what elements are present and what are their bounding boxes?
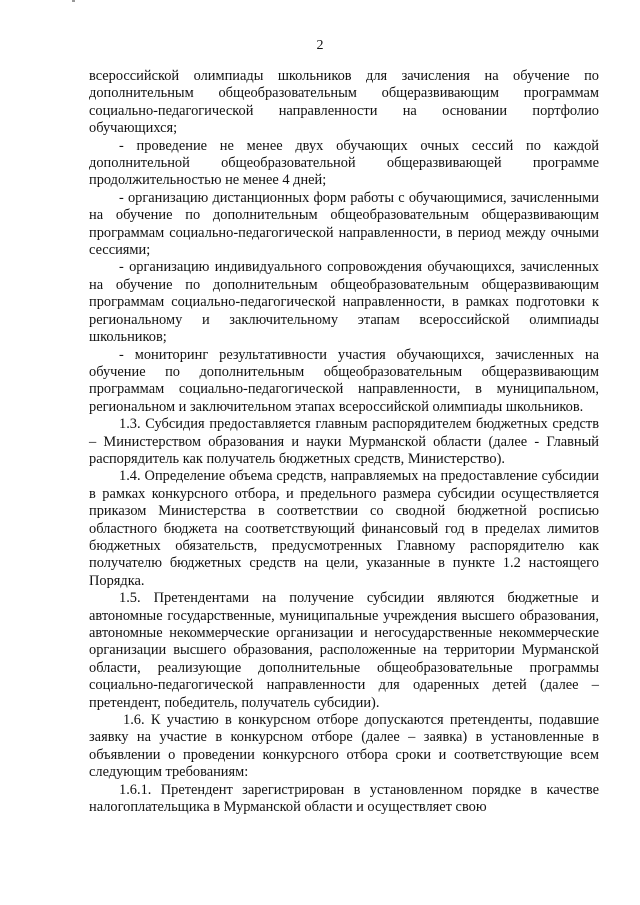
paragraph-1-4: 1.4. Определение объема средств, направляемых на предоставление субсидии в рамках конкурсного отбора, и предельного размера субсидии осуществляется приказом Министерства в соответствии со сводной бюджетной росписью областного бюджета на соответствующий финансовый год в пределах лимитов бюджетных обязательств, предусмотренных Главному распорядителю как получателю бюджетных средств на цели, указанные в пункте 1.2 настоящего Порядка.	[89, 468, 599, 589]
paragraph-olympiad-enrollment: всероссийской олимпиады школьников для зачисления на обучение по дополнительным общеобразовательным общеразвивающим программам социально-педагогической направленности на основании портфолио обучающихся;	[89, 68, 599, 137]
paragraph-1-6-1: 1.6.1. Претендент зарегистрирован в установленном порядке в качестве налогоплательщика в Мурманской области и осуществляет свою	[89, 781, 599, 816]
paragraph-1-6: 1.6. К участию в конкурсном отборе допускаются претенденты, подавшие заявку на участие в конкурсном отборе (далее – заявка) в установленные в объявлении о проведении конкурсного отбора сроки и соответствующие всем следующим требованиям:	[89, 712, 599, 781]
paragraph-distance-learning: - организацию дистанционных форм работы с обучающимися, зачисленными на обучение по дополнительным общеобразовательным общеразвивающим программам социально-педагогической направленности, в период между очными сессиями;	[89, 189, 599, 259]
paragraph-1-3: 1.3. Субсидия предоставляется главным распорядителем бюджетных средств – Министерством образования и науки Мурманской области (далее - Главный распорядитель как получатель бюджетных средств, Министерство).	[89, 416, 599, 467]
paragraph-monitoring: - мониторинг результативности участия обучающихся, зачисленных на обучение по дополнительным общеобразовательным общеразвивающим программам социально-педагогической направленности, в муниципальном, региональном и заключительном этапах всероссийской олимпиады школьников.	[89, 346, 599, 415]
paragraph-individual-support: - организацию индивидуального сопровождения обучающихся, зачисленных на обучение по дополнительным общеобразовательным общеразвивающим программам социально-педагогической направленности, в рамках подготовки к региональному и заключительному этапам всероссийской олимпиады школьников;	[89, 259, 599, 346]
document-body	[89, 68, 599, 816]
paragraph-sessions: - проведение не менее двух обучающих очных сессий по каждой дополнительной общеобразовательной общеразвивающей программе продолжительностью не менее 4 дней;	[89, 137, 599, 189]
page-number: 2	[316, 38, 324, 53]
scan-mark	[72, 0, 75, 2]
paragraph-1-5: 1.5. Претендентами на получение субсидии являются бюджетные и автономные государственные, муниципальные учреждения высшего образования, автономные некоммерческие организации и негосударственные некоммерческие организации высшего образования, расположенные на территории Мурманской области, реализующие дополнительные общеобразовательные программы социально-педагогической направленности для одаренных детей (далее – претендент, победитель, получатель субсидии).	[89, 590, 599, 711]
